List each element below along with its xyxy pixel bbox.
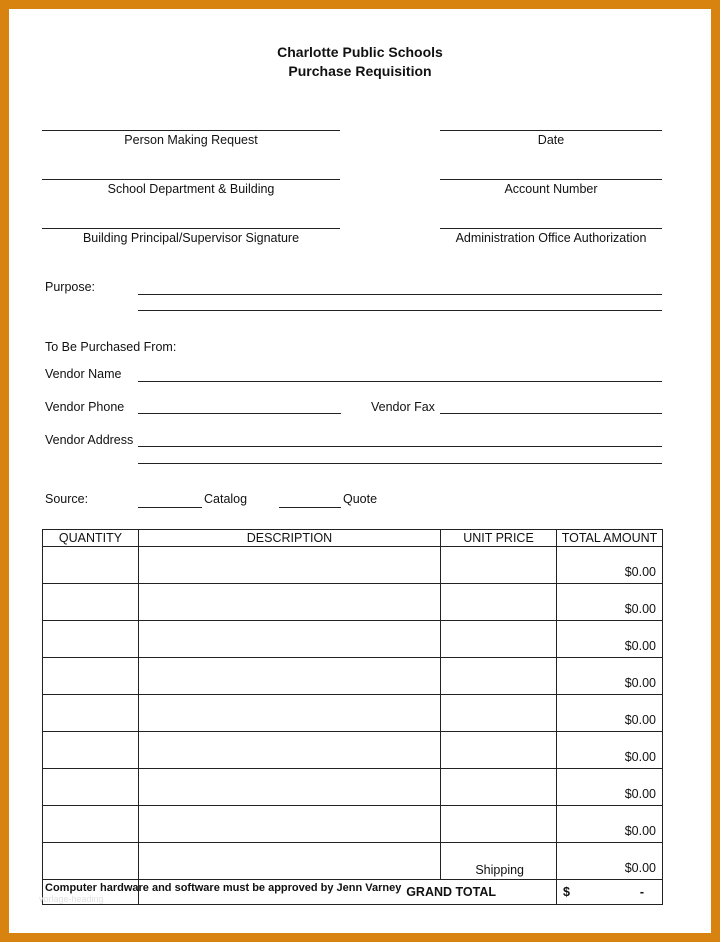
description-cell[interactable] [139,584,441,621]
total-amount-cell: $0.00 [557,658,663,695]
table-row [43,695,663,732]
source-label: Source: [45,492,89,506]
date-caption: Date [537,133,565,147]
shipping-amount: $0.00 [557,843,663,880]
unit-price-cell[interactable] [441,806,557,843]
account-caption: Account Number [504,182,598,196]
description-cell[interactable] [139,806,441,843]
unit-price-cell[interactable] [441,769,557,806]
department-caption: School Department & Building [107,182,275,196]
total-amount-cell: $0.00 [557,695,663,732]
vendor-fax-label: Vendor Fax [371,400,435,414]
description-cell[interactable] [139,658,441,695]
description-cell[interactable] [139,695,441,732]
footer-note: Computer hardware and software must be approved by Jenn Varney [45,882,402,894]
quantity-cell[interactable] [43,658,139,695]
description-cell[interactable] [139,621,441,658]
watermark: vorlage-heading [39,894,104,904]
admin-caption: Administration Office Authorization [455,231,647,245]
total-amount-cell: $0.00 [557,732,663,769]
purpose-label: Purpose: [45,280,96,294]
col-quantity: QUANTITY [43,530,139,547]
vendor-phone-line[interactable] [138,413,341,414]
description-cell[interactable] [139,547,441,584]
grand-total-value [557,880,663,905]
unit-price-cell[interactable] [441,547,557,584]
quantity-cell[interactable] [43,547,139,584]
account-line[interactable] [440,179,662,180]
col-total-amount: TOTAL AMOUNT [557,530,663,547]
grand-total-amount: - [639,885,644,899]
vendor-address-line-2[interactable] [138,463,662,464]
total-amount-cell: $0.00 [557,806,663,843]
quantity-cell[interactable] [43,843,139,880]
table-row [43,621,663,658]
unit-price-cell[interactable] [441,621,557,658]
grand-total-label: GRAND TOTAL [139,880,557,905]
principal-caption: Building Principal/Supervisor Signature [82,231,300,245]
table-row [43,732,663,769]
quantity-cell[interactable] [43,584,139,621]
vendor-address-line-1[interactable] [138,446,662,447]
unit-price-cell[interactable] [441,695,557,732]
form-sheet [9,9,711,933]
principal-line[interactable] [42,228,340,229]
unit-price-cell[interactable] [441,658,557,695]
purpose-line-1[interactable] [138,294,662,295]
catalog-label: Catalog [204,492,248,506]
description-cell[interactable] [139,769,441,806]
vendor-section-label: To Be Purchased From: [45,340,177,354]
form-title: Purchase Requisition [288,63,432,79]
vendor-name-label: Vendor Name [45,367,122,381]
table-row [43,547,663,584]
quantity-cell[interactable] [43,732,139,769]
vendor-phone-label: Vendor Phone [45,400,125,414]
col-description: DESCRIPTION [139,530,441,547]
person-line[interactable] [42,130,340,131]
vendor-name-line[interactable] [138,381,662,382]
department-line[interactable] [42,179,340,180]
vendor-address-label: Vendor Address [45,433,134,447]
total-amount-cell: $0.00 [557,621,663,658]
quote-label: Quote [343,492,378,506]
items-table [42,529,663,905]
quantity-cell[interactable] [43,695,139,732]
purpose-line-2[interactable] [138,310,662,311]
table-header-row [43,530,663,547]
table-row [43,658,663,695]
quantity-cell[interactable] [43,769,139,806]
unit-price-cell[interactable] [441,732,557,769]
total-amount-cell: $0.00 [557,584,663,621]
shipping-label: Shipping [441,843,557,880]
table-row [43,769,663,806]
description-cell[interactable] [139,732,441,769]
quantity-cell[interactable] [43,621,139,658]
table-row [43,584,663,621]
description-cell[interactable] [139,843,441,880]
catalog-blank[interactable] [138,507,202,508]
quote-blank[interactable] [279,507,341,508]
col-unit-price: UNIT PRICE [441,530,557,547]
person-caption: Person Making Request [124,133,258,147]
vendor-fax-line[interactable] [440,413,662,414]
unit-price-cell[interactable] [441,584,557,621]
grand-total-currency: $ [563,885,570,899]
total-amount-cell: $0.00 [557,769,663,806]
org-title: Charlotte Public Schools [277,44,443,60]
total-amount-cell: $0.00 [557,547,663,584]
admin-line[interactable] [440,228,662,229]
quantity-cell[interactable] [43,806,139,843]
shipping-row [43,843,663,880]
table-row [43,806,663,843]
date-line[interactable] [440,130,662,131]
